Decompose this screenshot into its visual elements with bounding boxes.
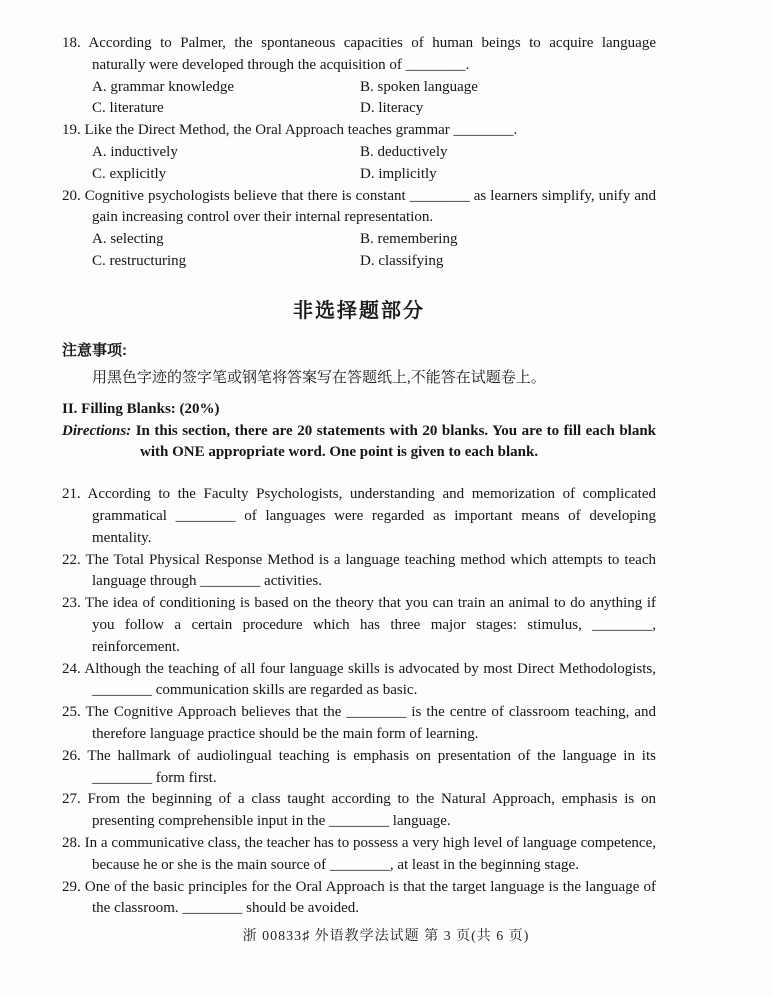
- page-footer: 浙 00833♯ 外语教学法试题 第 3 页(共 6 页): [242, 929, 530, 944]
- question-number: 20.: [62, 187, 81, 204]
- question-number: 27.: [62, 791, 81, 808]
- question-text: According to Palmer, the spontaneous capacities of human beings to acquire language naturally were developed through the acquisition of ________.: [88, 35, 656, 73]
- question-number: 18.: [62, 35, 81, 51]
- option-c: C. literature: [92, 100, 164, 117]
- fill-blank-questions: [62, 484, 656, 920]
- option-d: D. literacy: [360, 100, 424, 117]
- question-text: According to the Faculty Psychologists, understanding and memorization of complicated grammatical ________ of languages were regarded as important means of developing mentality.: [87, 486, 656, 546]
- option-c: C. restructuring: [92, 252, 187, 269]
- question-19-options: [92, 142, 656, 186]
- page-content: [62, 33, 656, 920]
- question-text: Cognitive psychologists believe that there is constant ________ as learners simplify, unify and gain increasing control over their internal representation.: [84, 187, 657, 226]
- directions-text: In this section, there are 20 statements with 20 blanks. You are to fill each blank with ONE appropriate word. One point is given to each blank.: [135, 422, 657, 461]
- part2-directions: [62, 421, 656, 465]
- section-heading: 非选择题部分: [293, 299, 425, 322]
- question-number: 28.: [62, 834, 81, 851]
- option-b: B. remembering: [360, 231, 458, 248]
- question-21: [62, 484, 656, 549]
- notice-title: 注意事项:: [62, 341, 127, 359]
- question-number: 22.: [62, 551, 81, 568]
- question-24: [62, 659, 656, 703]
- option-a: A. selecting: [92, 231, 164, 248]
- option-a: A. grammar knowledge: [92, 78, 235, 95]
- question-number: 21.: [62, 486, 81, 503]
- option-d: D. classifying: [360, 252, 444, 269]
- question-text: One of the basic principles for the Oral Approach is that the target language is the language of the classroom. ________ should be avoided.: [84, 878, 657, 917]
- question-29: [62, 877, 656, 921]
- question-text: Like the Direct Method, the Oral Approach teaches grammar ________.: [84, 122, 518, 139]
- question-number: 25.: [62, 704, 81, 721]
- question-text: The idea of conditioning is based on the theory that you can train an animal to do anything if you follow a certain procedure which has three major stages: stimulus, ________, reinforcement.: [85, 595, 656, 655]
- question-number: 26.: [62, 747, 81, 764]
- option-b: B. spoken language: [360, 78, 478, 95]
- option-c: C. explicitly: [92, 165, 167, 182]
- notice-body: 用黑色字迹的签字笔或钢笔将答案写在答题纸上,不能答在试题卷上。: [92, 369, 546, 386]
- question-18-options: [92, 77, 656, 121]
- question-number: 29.: [62, 878, 81, 895]
- question-text: From the beginning of a class taught according to the Natural Approach, emphasis is on presenting comprehensible input in the ________ language.: [87, 791, 656, 830]
- question-number: 23.: [62, 595, 81, 612]
- question-22: [62, 550, 656, 594]
- question-27: [62, 789, 656, 833]
- question-19: [62, 120, 656, 142]
- question-text: The Cognitive Approach believes that the ________ is the centre of classroom teaching, and therefore language practice should be the main form of learning.: [85, 704, 656, 742]
- directions-label: Directions:: [62, 422, 132, 439]
- question-20: [62, 186, 656, 230]
- question-text: The hallmark of audiolingual teaching is emphasis on presentation of the language in its ________ form first.: [87, 747, 656, 786]
- part2-title: II. Filling Blanks: (20%): [62, 400, 220, 417]
- question-text: Although the teaching of all four language skills is advocated by most Direct Methodologists, ________ communication skills are regarded as basic.: [84, 660, 656, 699]
- option-a: A. inductively: [92, 143, 178, 160]
- question-18: [62, 33, 656, 77]
- question-number: 19.: [62, 122, 81, 139]
- question-text: In a communicative class, the teacher has to possess a very high level of language competence, because he or she is the main source of ________, at least in the beginning stage.: [84, 834, 656, 873]
- question-text: The Total Physical Response Method is a language teaching method which attempts to teach language through ________ activities.: [85, 551, 656, 590]
- question-28: [62, 833, 656, 877]
- question-26: [62, 746, 656, 790]
- question-25: [62, 702, 656, 746]
- question-number: 24.: [62, 660, 81, 677]
- option-b: B. deductively: [360, 143, 448, 160]
- question-20-options: [92, 229, 656, 273]
- option-d: D. implicitly: [360, 165, 437, 182]
- question-23: [62, 593, 656, 658]
